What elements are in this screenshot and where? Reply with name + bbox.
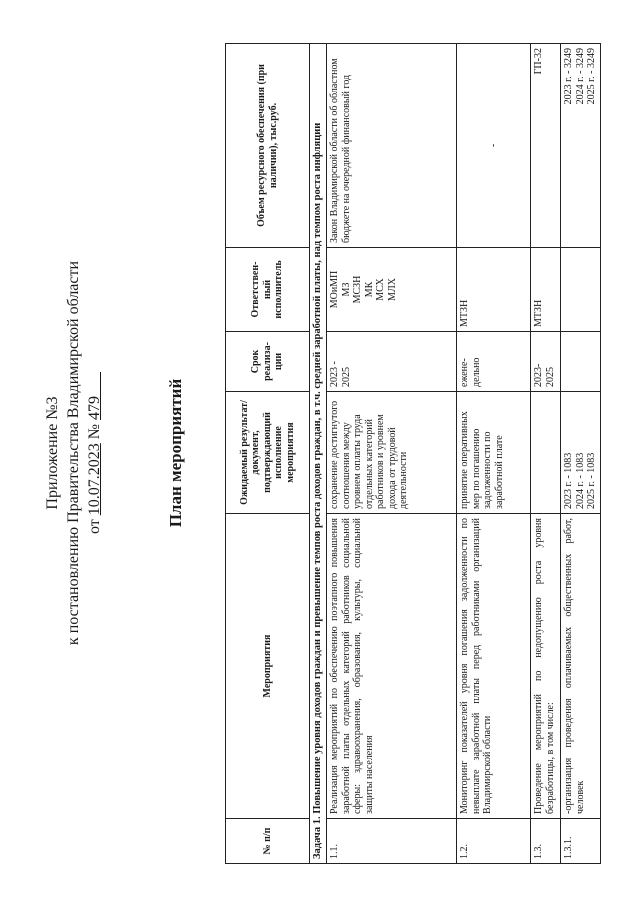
row-resources: 2023 г. - 3249 2024 г. - 3249 2025 г. - 3249 (561, 44, 601, 248)
table-row (327, 44, 457, 864)
column-header: Срок реализа-ции (226, 332, 310, 392)
appendix-subtitle: к постановлению Правительства Владимирской области (65, 260, 82, 646)
row-executor (561, 248, 601, 332)
row-number: 1.3. (531, 819, 561, 864)
table-row (561, 44, 601, 864)
row-term: 2023 - 2025 (327, 332, 457, 392)
date-value: 10.07.2023 (86, 443, 103, 516)
column-header: Мероприятия (226, 514, 310, 819)
column-header: Объем ресурсного обеспечения (при наличии), тыс.руб. (226, 44, 310, 248)
row-result: 2023 г. - 1083 2024 г. - 1083 2025 г. - 1083 (561, 392, 601, 514)
task-text: Задача 1. Повышение уровня доходов граждан и превышение темпов роста доходов граждан, в т.ч. средней заработной платы, над темпом роста инфляции (310, 44, 327, 864)
task-row (310, 44, 327, 864)
number-value: 479 (86, 395, 103, 420)
row-number: 1.2. (457, 819, 531, 864)
row-result (531, 392, 561, 514)
column-header: Ответствен-ный исполнитель (226, 248, 310, 332)
row-resources: ГП-32 (531, 44, 561, 248)
row-executor: МТЗН (531, 248, 561, 332)
row-activity: Реализация мероприятий по обеспечению поэтапного повышения заработной платы отдельных категорий работников социальной сферы: здравоохранения, образования, культуры, социальной защиты населения (327, 514, 457, 819)
appendix-title: Приложение №3 (44, 396, 61, 510)
row-number: 1.1. (327, 819, 457, 864)
row-resources: - (457, 44, 531, 248)
column-header: № п/п (226, 819, 310, 864)
row-term (561, 332, 601, 392)
table-row (531, 44, 561, 864)
table-row (457, 44, 531, 864)
row-executor: МТЗН (457, 248, 531, 332)
row-term: ежене- дельно (457, 332, 531, 392)
date-prefix: от (86, 519, 103, 535)
appendix-date-number (86, 0, 104, 906)
row-term: 2023- 2025 (531, 332, 561, 392)
row-activity: -организация проведения оплачиваемых общественных работ, человек (561, 514, 601, 819)
plan-table (225, 43, 601, 864)
row-number: 1.3.1. (561, 819, 601, 864)
row-result: принятие оперативных мер по погашению задолженности по заработной плате (457, 392, 531, 514)
row-result: сохранение достигнутого соотношения между уровнем оплаты труда отдельных категорий работников и уровнем дохода от трудовой деятельности (327, 392, 457, 514)
plan-title: План мероприятий (166, 378, 185, 528)
row-activity: Проведение мероприятий по недопущению роста уровня безработицы, в том числе: (531, 514, 561, 819)
column-header: Ожидаемый результат/ документ, подтверждающий исполнение мероприятия (226, 392, 310, 514)
row-resources: Закон Владимирской области об областном бюджете на очередной финансовый год (327, 44, 457, 248)
table-header-row (226, 44, 310, 864)
row-activity: Мониторинг показателей уровня погашения задолженности по невыплате заработной платы перед работниками организаций Владимирской области (457, 514, 531, 819)
number-prefix: № (86, 423, 103, 440)
row-executor: МОиМП МЗ МСЗН МК МСХ МЛХ (327, 248, 457, 332)
plan-table-wrapper (225, 44, 608, 864)
